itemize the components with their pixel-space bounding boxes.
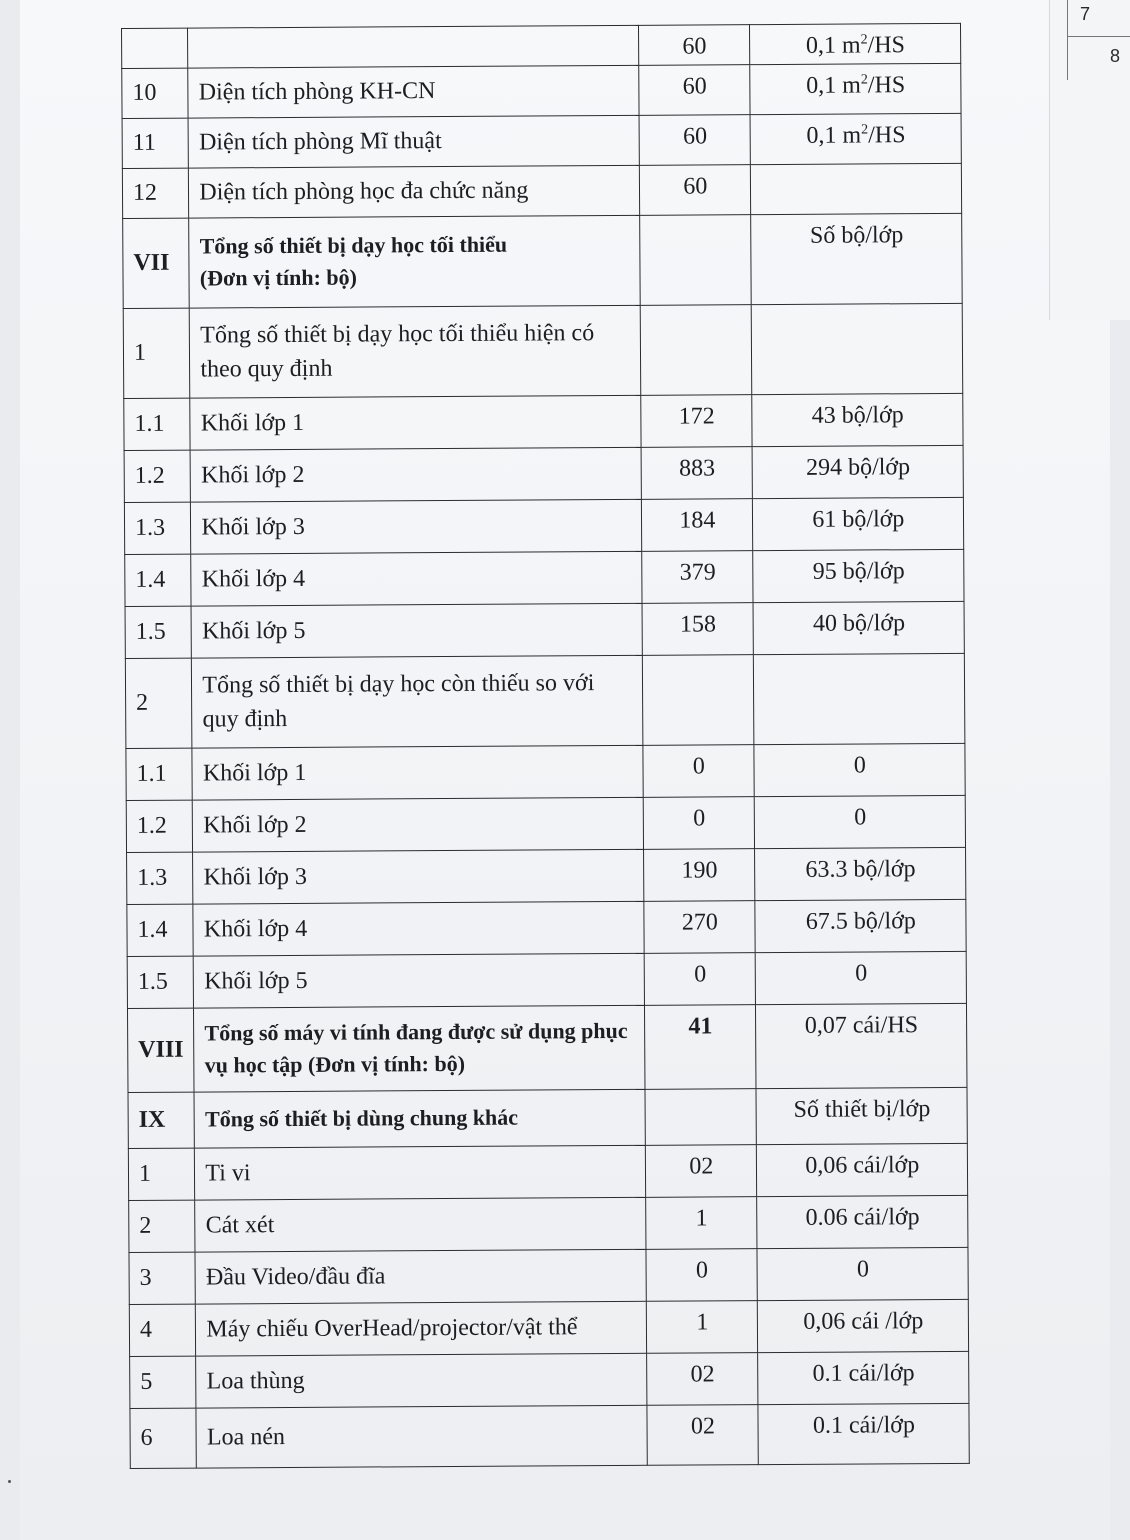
quantity-cell: 02 [646,1144,757,1197]
ratio-cell: 61 bộ/lớp [753,497,964,550]
ratio-cell: 0 [757,1247,968,1300]
item-name-cell: Khối lớp 3 [191,499,642,554]
row-number-cell: VIII [127,1008,194,1092]
table-row [125,653,965,748]
quantity-cell: 184 [642,498,753,551]
row-number-cell: 1.3 [124,502,191,554]
table-row [127,951,967,1008]
section-row [123,213,963,308]
table-row [123,303,963,398]
row-number-cell: 10 [122,68,189,118]
table-row [125,549,965,606]
item-name-cell: Khối lớp 4 [193,901,644,956]
table-row [128,1143,968,1200]
table-row [125,601,965,658]
ratio-cell: 95 bộ/lớp [753,549,964,602]
item-name-cell: Ti vi [195,1145,646,1200]
item-name-cell: Khối lớp 1 [192,745,643,800]
row-number-cell: VII [123,218,190,308]
item-name-cell: Tổng số thiết bị dạy học tối thiểu hiện có theo quy định [190,305,642,398]
table-row [124,497,964,554]
item-name-cell: Khối lớp 5 [194,953,645,1008]
quantity-cell: 60 [639,64,750,115]
quantity-cell: 172 [641,394,752,447]
ratio-cell: 40 bộ/lớp [753,601,964,654]
page-number-box-border [1067,0,1068,80]
item-name-cell: Khối lớp 1 [190,395,641,450]
table-row [122,63,962,118]
row-number-cell: 1.2 [124,450,191,502]
ratio-cell: Số bộ/lớp [751,213,963,304]
row-number-cell [122,28,189,68]
row-number-cell: 1 [128,1148,195,1200]
row-number-cell: 2 [125,658,192,748]
table-row [126,795,966,852]
row-number-cell: 5 [130,1356,197,1408]
item-name-cell: Tổng số thiết bị dạy học tối thiểu (Đơn vị tính: bộ) [189,215,641,308]
item-name-cell: Tổng số máy vi tính đang được sử dụng phục vụ học tập (Đơn vị tính: bộ) [194,1005,646,1092]
ratio-cell: 0,06 cái/lớp [757,1143,968,1196]
item-name-cell: Diện tích phòng học đa chức năng [189,165,640,218]
quantity-cell: 270 [644,900,755,953]
table-row [129,1247,969,1304]
ratio-cell: 0,06 cái /lớp [758,1299,969,1352]
superscript-2: 2 [860,32,868,48]
ratio-cell [751,163,962,214]
table-body [122,23,970,1468]
ratio-cell: 0,1 $m^2/HS$ [750,23,961,64]
ratio-cell: 0 [754,743,965,796]
ratio-cell: Số thiết bị/lớp [756,1087,967,1144]
row-number-cell: 1.2 [126,800,193,852]
row-number-cell: IX [128,1092,195,1148]
ratio-cell [754,653,966,744]
table-row [124,393,964,450]
paper-speck [8,1480,11,1483]
table-row [122,163,962,218]
quantity-cell: 60 [639,25,750,65]
item-name-cell: Khối lớp 3 [193,849,644,904]
quantity-cell: 60 [639,114,750,165]
table-row [122,113,962,168]
row-number-cell: 1.4 [125,554,192,606]
item-name-cell: Tổng số thiết bị dạy học còn thiếu so với quy định [192,655,644,748]
item-name-cell: Loa nén [196,1405,647,1468]
row-number-cell: 11 [122,118,189,168]
row-number-cell: 1 [123,308,190,398]
item-name-cell: Đầu Video/đầu đĩa [195,1249,646,1304]
ratio-cell: 0 [755,795,966,848]
ratio-cell: 294 bộ/lớp [752,445,963,498]
page-number-box-divider [1068,36,1130,37]
page-number-second: 8 [1109,46,1120,66]
table-row [122,23,962,68]
quantity-cell: 190 [644,848,755,901]
item-name-cell: Diện tích phòng Mĩ thuật [188,115,639,168]
table-row [129,1299,969,1356]
row-number-cell: 4 [129,1304,196,1356]
section-row [128,1087,968,1148]
quantity-cell: 883 [641,446,752,499]
row-number-cell: 1.5 [125,606,192,658]
row-number-cell: 1.4 [127,904,194,956]
superscript-2: 2 [860,72,868,88]
ratio-cell: 43 bộ/lớp [752,393,963,446]
quantity-cell [641,304,753,395]
quantity-cell: 379 [642,550,753,603]
item-name-cell: Tổng số thiết bị dùng chung khác [194,1089,645,1148]
item-name-cell: Diện tích phòng KH-CN [188,65,639,118]
quantity-cell [640,214,752,305]
row-number-cell: 3 [129,1252,196,1304]
table-row [127,847,967,904]
row-number-cell: 1.1 [126,748,193,800]
row-number-cell: 1.1 [124,398,191,450]
table-row [129,1195,969,1252]
quantity-cell [645,1088,756,1145]
item-name-cell: Khối lớp 2 [190,447,641,502]
table-row [130,1403,970,1468]
item-name-cell: Khối lớp 4 [191,551,642,606]
page-number-first: 7 [1079,4,1090,24]
ratio-cell: 0,1 $m^2/HS$ [750,63,961,114]
ratio-cell: 0,1 $m^2/HS$ [750,113,961,164]
row-number-cell: 2 [129,1200,196,1252]
table-row [130,1351,970,1408]
item-name-cell [188,25,639,68]
quantity-cell: 0 [646,1248,757,1301]
row-number-cell: 6 [130,1408,197,1468]
quantity-cell: 1 [647,1300,758,1353]
quantity-cell: 158 [642,602,753,655]
ratio-cell: 0.1 cái/lớp [758,1403,969,1464]
quantity-cell: 1 [646,1196,757,1249]
quantity-cell: 02 [647,1404,758,1465]
quantity-cell: 60 [640,164,751,215]
row-number-cell: 12 [122,168,189,218]
table-row [127,899,967,956]
item-name-cell: Khối lớp 2 [193,797,644,852]
superscript-2: 2 [861,122,869,138]
ratio-cell: 0,07 cái/HS [756,1003,968,1088]
quantity-cell: 0 [643,744,754,797]
item-name-cell: Cát xét [195,1197,646,1252]
ratio-cell: 0.1 cái/lớp [758,1351,969,1404]
table-row [126,743,966,800]
ratio-cell: 0.06 cái/lớp [757,1195,968,1248]
quantity-cell: 02 [647,1352,758,1405]
ratio-cell: 67.5 bộ/lớp [755,899,966,952]
quantity-cell [643,654,755,745]
table-row [124,445,964,502]
row-number-cell: 1.3 [127,852,194,904]
item-name-cell: Máy chiếu OverHead/projector/vật thể [196,1301,647,1356]
row-number-cell: 1.5 [127,956,194,1008]
item-name-cell: Khối lớp 5 [191,603,642,658]
section-row [127,1003,967,1092]
quantity-cell: 0 [645,952,756,1005]
quantity-cell: 41 [645,1004,757,1089]
ratio-cell: 63.3 bộ/lớp [755,847,966,900]
quantity-cell: 0 [644,796,755,849]
ratio-cell [752,303,964,394]
item-name-cell: Loa thùng [196,1353,647,1408]
equipment-statistics-table [121,23,970,1469]
ratio-cell: 0 [756,951,967,1004]
